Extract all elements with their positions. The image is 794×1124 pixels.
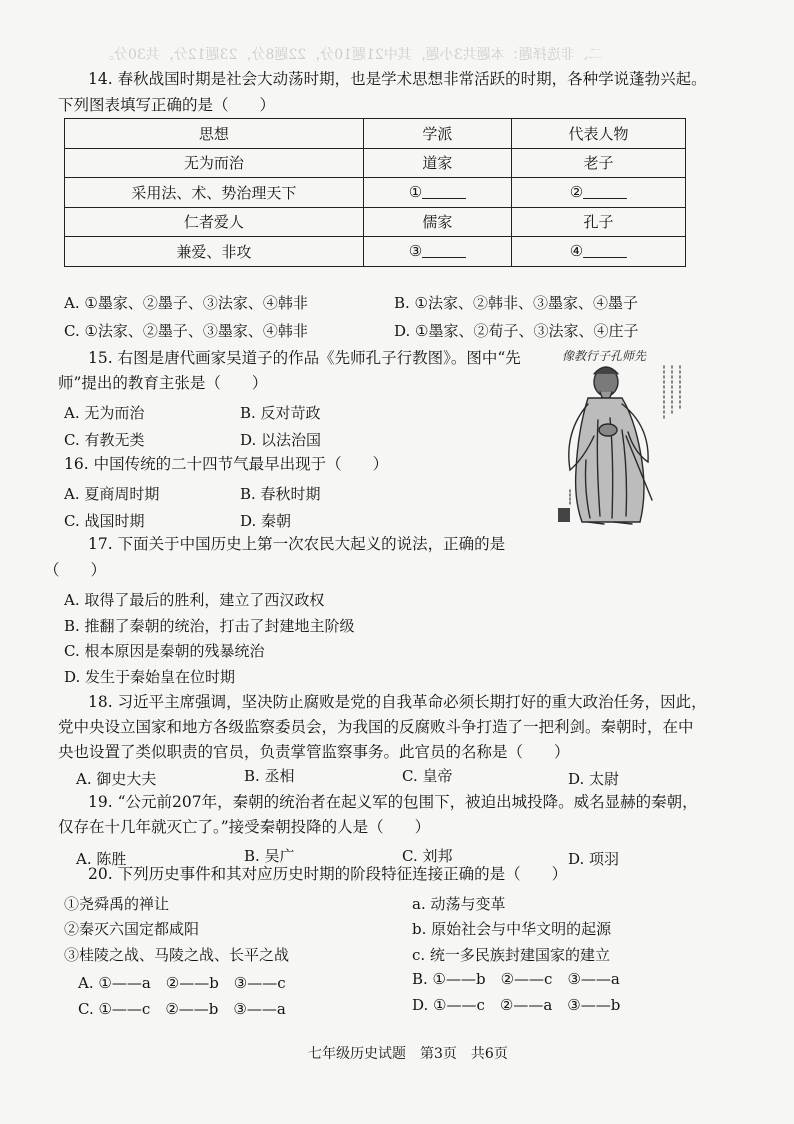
q16-option-c[interactable]: C. 战国时期 — [64, 512, 145, 530]
q17-stem-line1: 17. 下面关于中国历史上第一次农民大起义的说法，正确的是 — [88, 535, 506, 553]
blank-number: ② — [569, 183, 584, 202]
q19-stem-line1: 19. “公元前207年，秦朝的统治者在起义军的包围下，被迫出城投降。威名显赫的秦朝， — [88, 793, 698, 811]
q15-stem-line2: 师”提出的教育主张是（ ） — [58, 374, 268, 392]
q19-option-d[interactable]: D. 项羽 — [568, 850, 620, 868]
blank-number: ① — [408, 183, 423, 202]
q17-option-c[interactable]: C. 根本原因是秦朝的残暴统治 — [64, 642, 265, 660]
q15-option-d[interactable]: D. 以法治国 — [240, 431, 322, 449]
table-header-row — [65, 119, 686, 149]
table-cell-blank — [363, 178, 511, 208]
q20-option-c[interactable]: C. ①——c ②——b ③——a — [78, 1000, 286, 1018]
q20-stem: 20. 下列历史事件和其对应历史时期的阶段特征连接正确的是（ ） — [88, 865, 568, 883]
table-cell: 儒家 — [363, 207, 511, 237]
q14-option-b[interactable]: B. ①法家、②韩非、③墨家、④墨子 — [394, 294, 639, 312]
bleed-through-text: 二、非选择题：本题共3小题，其中21题10分，22题8分，23题12分，共30分。 — [100, 47, 603, 63]
figure-caption: 像教行子孔师先 — [562, 349, 647, 363]
table-cell: 兼爱、非攻 — [65, 237, 364, 267]
q20-option-b[interactable]: B. ①——b ②——c ③——a — [412, 970, 620, 988]
blank-number: ④ — [569, 242, 584, 261]
q19-option-b[interactable]: B. 吴广 — [244, 847, 295, 865]
q18-option-a[interactable]: A. 御史大夫 — [76, 770, 157, 788]
answer-blank — [583, 184, 627, 199]
table-header-person: 代表人物 — [512, 119, 686, 149]
q16-option-a[interactable]: A. 夏商周时期 — [64, 485, 160, 503]
answer-blank — [422, 243, 466, 258]
q19-option-a[interactable]: A. 陈胜 — [76, 850, 127, 868]
q18-option-d[interactable]: D. 太尉 — [568, 770, 620, 788]
q20-feature-a: a. 动荡与变革 — [412, 895, 506, 913]
blank-number: ③ — [408, 242, 423, 261]
q14-option-d[interactable]: D. ①墨家、②荀子、③法家、④庄子 — [394, 322, 639, 340]
q15-option-b[interactable]: B. 反对苛政 — [240, 404, 321, 422]
q20-option-a[interactable]: A. ①——a ②——b ③——c — [78, 974, 286, 992]
q20-event-1: ①尧舜禹的禅让 — [64, 895, 170, 913]
table-header-thought: 思想 — [65, 119, 364, 149]
table-cell-blank — [512, 237, 686, 267]
q18-stem-line3: 央也设置了类似职责的官员，负责掌管监察事务。此官员的名称是（ ） — [58, 743, 570, 761]
q19-option-c[interactable]: C. 刘邦 — [402, 847, 453, 865]
q18-stem-line1: 18. 习近平主席强调，坚决防止腐败是党的自我革命必须长期打好的重大政治任务，因此， — [88, 693, 707, 711]
table-cell: 道家 — [363, 148, 511, 178]
q14-option-a[interactable]: A. ①墨家、②墨子、③法家、④韩非 — [64, 294, 308, 312]
q16-option-b[interactable]: B. 春秋时期 — [240, 485, 321, 503]
q14-option-c[interactable]: C. ①法家、②墨子、③墨家、④韩非 — [64, 322, 308, 340]
table-row — [65, 148, 686, 178]
q15-option-a[interactable]: A. 无为而治 — [64, 404, 145, 422]
q20-option-d[interactable]: D. ①——c ②——a ③——b — [412, 996, 621, 1014]
q17-option-d[interactable]: D. 发生于秦始皇在位时期 — [64, 668, 236, 686]
q14-stem-line1: 14. 春秋战国时期是社会大动荡时期，也是学术思想非常活跃的时期，各种学说蓬勃兴起。 — [88, 70, 707, 88]
q16-stem: 16. 中国传统的二十四节气最早出现于（ ） — [64, 455, 389, 473]
answer-blank — [422, 184, 466, 199]
q17-option-b[interactable]: B. 推翻了秦朝的统治，打击了封建地主阶级 — [64, 617, 355, 635]
q17-option-a[interactable]: A. 取得了最后的胜利，建立了西汉政权 — [64, 591, 325, 609]
table-cell-blank — [363, 237, 511, 267]
q20-feature-c: c. 统一多民族封建国家的建立 — [412, 946, 610, 964]
table-row — [65, 178, 686, 208]
q16-option-d[interactable]: D. 秦朝 — [240, 512, 292, 530]
table-cell: 采用法、术、势治理天下 — [65, 178, 364, 208]
table-cell: 老子 — [512, 148, 686, 178]
q14-table — [64, 118, 686, 267]
q18-stem-line2: 党中央设立国家和地方各级监察委员会，为我国的反腐败斗争打造了一把利剑。秦朝时，在中 — [58, 718, 694, 736]
table-row — [65, 207, 686, 237]
table-cell-blank — [512, 178, 686, 208]
q18-option-b[interactable]: B. 丞相 — [244, 767, 295, 785]
q20-feature-b: b. 原始社会与中华文明的起源 — [412, 920, 612, 938]
table-cell: 孔子 — [512, 207, 686, 237]
q15-option-c[interactable]: C. 有教无类 — [64, 431, 145, 449]
table-row — [65, 237, 686, 267]
q18-option-c[interactable]: C. 皇帝 — [402, 767, 453, 785]
q19-stem-line2: 仅存在十几年就灭亡了。”接受秦朝投降的人是（ ） — [58, 818, 431, 836]
q20-event-3: ③桂陵之战、马陵之战、长平之战 — [64, 946, 290, 964]
q20-event-2: ②秦灭六国定都咸阳 — [64, 920, 200, 938]
table-header-school: 学派 — [363, 119, 511, 149]
q15-stem-line1: 15. 右图是唐代画家吴道子的作品《先师孔子行教图》。图中“先 — [88, 349, 521, 367]
page-footer: 七年级历史试题 第3页 共6页 — [308, 1046, 508, 1062]
table-cell: 仁者爱人 — [65, 207, 364, 237]
table-cell: 无为而治 — [65, 148, 364, 178]
q17-stem-line2: （ ） — [44, 561, 107, 579]
confucius-portrait-image — [548, 340, 694, 530]
q14-stem-line2: 下列图表填写正确的是（ ） — [58, 96, 276, 114]
answer-blank — [583, 243, 627, 258]
